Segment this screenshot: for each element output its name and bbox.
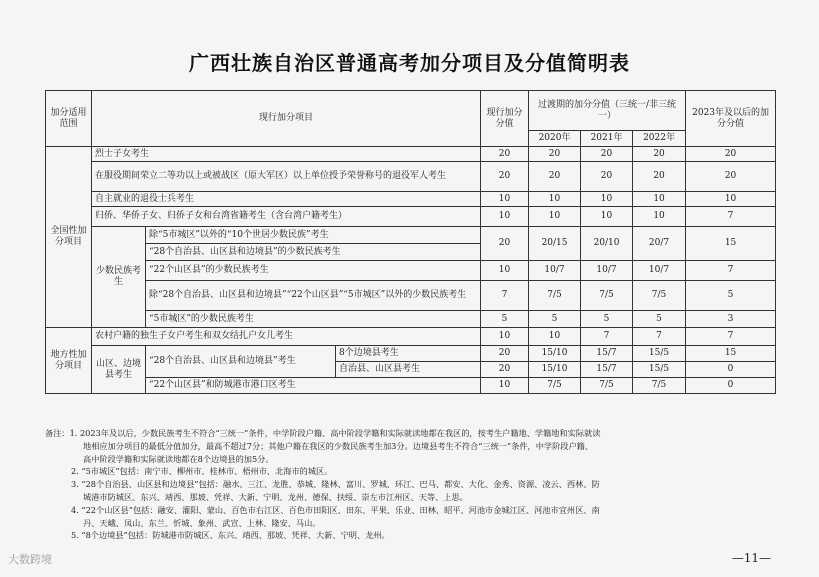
cell-2022: 7/5 <box>633 378 686 394</box>
cell-2022: 15/5 <box>633 362 686 378</box>
cell-current: 7 <box>481 281 529 311</box>
row-item: “22个山区县”和防城港市港口区考生 <box>146 378 481 394</box>
header-transition: 过渡期的加分分值（三统一/非三统一） <box>529 91 686 131</box>
cell-2023: 20 <box>686 147 776 162</box>
cell-2022: 10/7 <box>633 261 686 281</box>
cell-2021: 10 <box>581 207 633 227</box>
cell-2020: 10 <box>529 328 581 346</box>
header-2020: 2020年 <box>529 131 581 147</box>
row-item: 归侨、华侨子女、归侨子女和台湾省籍考生（含台湾户籍考生） <box>92 207 481 227</box>
row-item: 除“28个自治县、山区县和边境县”“22个山区县”“5市城区”以外的少数民族考生 <box>146 281 481 311</box>
cell-2021: 7 <box>581 328 633 346</box>
cell-current: 10 <box>481 261 529 281</box>
mountain-label: 山区、边境县考生 <box>92 346 146 394</box>
header-current: 现行加分分值 <box>481 91 529 147</box>
watermark: 大数跨境 <box>8 553 52 566</box>
cell-2021: 20 <box>581 162 633 192</box>
cell-current: 10 <box>481 192 529 207</box>
cell-2020: 20/15 <box>529 227 581 261</box>
cell-current: 10 <box>481 207 529 227</box>
cell-2021: 20/10 <box>581 227 633 261</box>
row-item: “5市城区”的少数民族考生 <box>146 311 481 328</box>
cell-2020: 10 <box>529 192 581 207</box>
row-item: 在服役期间荣立二等功以上或被战区（原大军区）以上单位授予荣誉称号的退役军人考生 <box>92 162 481 192</box>
note-line: 备注：1. 2023年及以后，少数民族考生不符合“三统一”条件，中学阶段户籍、高中阶段学籍和实际就读地都在我区的，按考生户籍地、学籍地和实际就读 <box>45 428 601 438</box>
row-item: 除“5市城区”以外的“10个世居少数民族”考生 <box>146 227 481 244</box>
row-item: “22个山区县”的少数民族考生 <box>146 261 481 281</box>
cell-2023: 10 <box>686 192 776 207</box>
notes <box>45 427 785 542</box>
cell-2022: 20 <box>633 162 686 192</box>
bonus-points-table <box>45 90 776 394</box>
scope-national: 全国性加分项目 <box>46 147 92 328</box>
header-2022: 2022年 <box>633 131 686 147</box>
cell-2020: 10/7 <box>529 261 581 281</box>
row-item: “28个自治县、山区县和边境县”的少数民族考生 <box>146 244 481 261</box>
cell-2021: 20 <box>581 147 633 162</box>
cell-2023: 7 <box>686 207 776 227</box>
row-subitem: “28个自治县、山区县和边境县”考生 <box>146 346 336 378</box>
cell-current: 10 <box>481 328 529 346</box>
cell-current: 20 <box>481 346 529 362</box>
cell-2021: 5 <box>581 311 633 328</box>
table-row <box>46 207 776 227</box>
table-row <box>46 147 776 162</box>
minority-label: 少数民族考生 <box>92 227 146 328</box>
cell-2022: 5 <box>633 311 686 328</box>
cell-2020: 7/5 <box>529 281 581 311</box>
note-line: 2. “5市城区”包括：南宁市、柳州市、桂林市、梧州市、北海市的城区。 <box>71 466 333 477</box>
note-line: 地相应加分项目的最低分值加分，最高不超过7分；其他户籍在我区的少数民族考生加3分。边境县考生不符合“三统一”条件，中学阶段户籍、 <box>83 440 594 451</box>
table-row <box>46 162 776 192</box>
row-item: 自治县、山区县考生 <box>336 362 481 378</box>
table-row <box>46 192 776 207</box>
cell-2022: 7/5 <box>633 281 686 311</box>
table-row <box>46 328 776 346</box>
note-line: 3. “28个自治县、山区县和边境县”包括：融水、三江、龙胜、恭城、隆林、富川、罗城、环江、巴马、都安、大化、金秀、资源、凌云、西林、防 <box>71 479 600 490</box>
cell-2020: 15/10 <box>529 362 581 378</box>
note-line: 丹、天峨、凤山、东兰、忻城、象州、武宣、上林、隆安、马山。 <box>83 517 321 528</box>
cell-2022: 10 <box>633 207 686 227</box>
cell-2021: 10 <box>581 192 633 207</box>
cell-2021: 15/7 <box>581 346 633 362</box>
table-row <box>46 227 776 244</box>
cell-2021: 7/5 <box>581 378 633 394</box>
table-row <box>46 378 776 394</box>
header-2021: 2021年 <box>581 131 633 147</box>
cell-2023: 0 <box>686 362 776 378</box>
cell-2023: 0 <box>686 378 776 394</box>
row-item: 8个边境县考生 <box>336 346 481 362</box>
header-scope: 加分适用范围 <box>46 91 92 147</box>
note-line: 5. “8个边境县”包括：防城港市防城区、东兴、靖西、那坡、凭祥、大新、宁明、龙州。 <box>71 530 390 541</box>
cell-2022: 7 <box>633 328 686 346</box>
cell-2023: 7 <box>686 261 776 281</box>
page-number: —11— <box>731 551 771 565</box>
cell-current: 5 <box>481 311 529 328</box>
header-2023: 2023年及以后的加分分值 <box>686 91 776 147</box>
cell-2020: 10 <box>529 207 581 227</box>
cell-2020: 20 <box>529 147 581 162</box>
table-row <box>46 261 776 281</box>
cell-2020: 20 <box>529 162 581 192</box>
cell-2023: 15 <box>686 227 776 261</box>
page-title: 广西壮族自治区普通高考加分项目及分值简明表 <box>189 51 630 75</box>
cell-2022: 15/5 <box>633 346 686 362</box>
row-item: 自主就业的退役士兵考生 <box>92 192 481 207</box>
cell-2021: 7/5 <box>581 281 633 311</box>
cell-2023: 3 <box>686 311 776 328</box>
table-row <box>46 311 776 328</box>
table-row <box>46 346 776 362</box>
note-line: 城港市防城区、东兴、靖西、那坡、凭祥、大新、宁明、龙州、德保、扶绥、崇左市江州区、天等、上思。 <box>83 491 468 502</box>
header-item: 现行加分项目 <box>92 91 481 147</box>
cell-2020: 7/5 <box>529 378 581 394</box>
row-item: 农村户籍的独生子女户考生和双女结扎户女儿考生 <box>92 328 481 346</box>
cell-2023: 5 <box>686 281 776 311</box>
cell-current: 20 <box>481 227 529 261</box>
note-line: 4. “22个山区县”包括：融安、灌阳、蒙山、百色市右江区、百色市田阳区、田东、平果、乐业、田林、昭平、河池市金城江区、河池市宜州区、南 <box>71 504 600 515</box>
cell-current: 20 <box>481 362 529 378</box>
cell-2021: 15/7 <box>581 362 633 378</box>
cell-2023: 7 <box>686 328 776 346</box>
cell-current: 20 <box>481 147 529 162</box>
cell-2022: 10 <box>633 192 686 207</box>
cell-2022: 20/7 <box>633 227 686 261</box>
cell-2020: 15/10 <box>529 346 581 362</box>
cell-2020: 5 <box>529 311 581 328</box>
cell-current: 20 <box>481 162 529 192</box>
cell-2021: 10/7 <box>581 261 633 281</box>
cell-2022: 20 <box>633 147 686 162</box>
cell-2023: 20 <box>686 162 776 192</box>
note-line: 高中阶段学籍和实际就读地都在8个边境县的加5分。 <box>83 453 274 464</box>
cell-current: 10 <box>481 378 529 394</box>
row-item: 烈士子女考生 <box>92 147 481 162</box>
table-row <box>46 281 776 311</box>
scope-local: 地方性加分项目 <box>46 328 92 394</box>
cell-2023: 15 <box>686 346 776 362</box>
